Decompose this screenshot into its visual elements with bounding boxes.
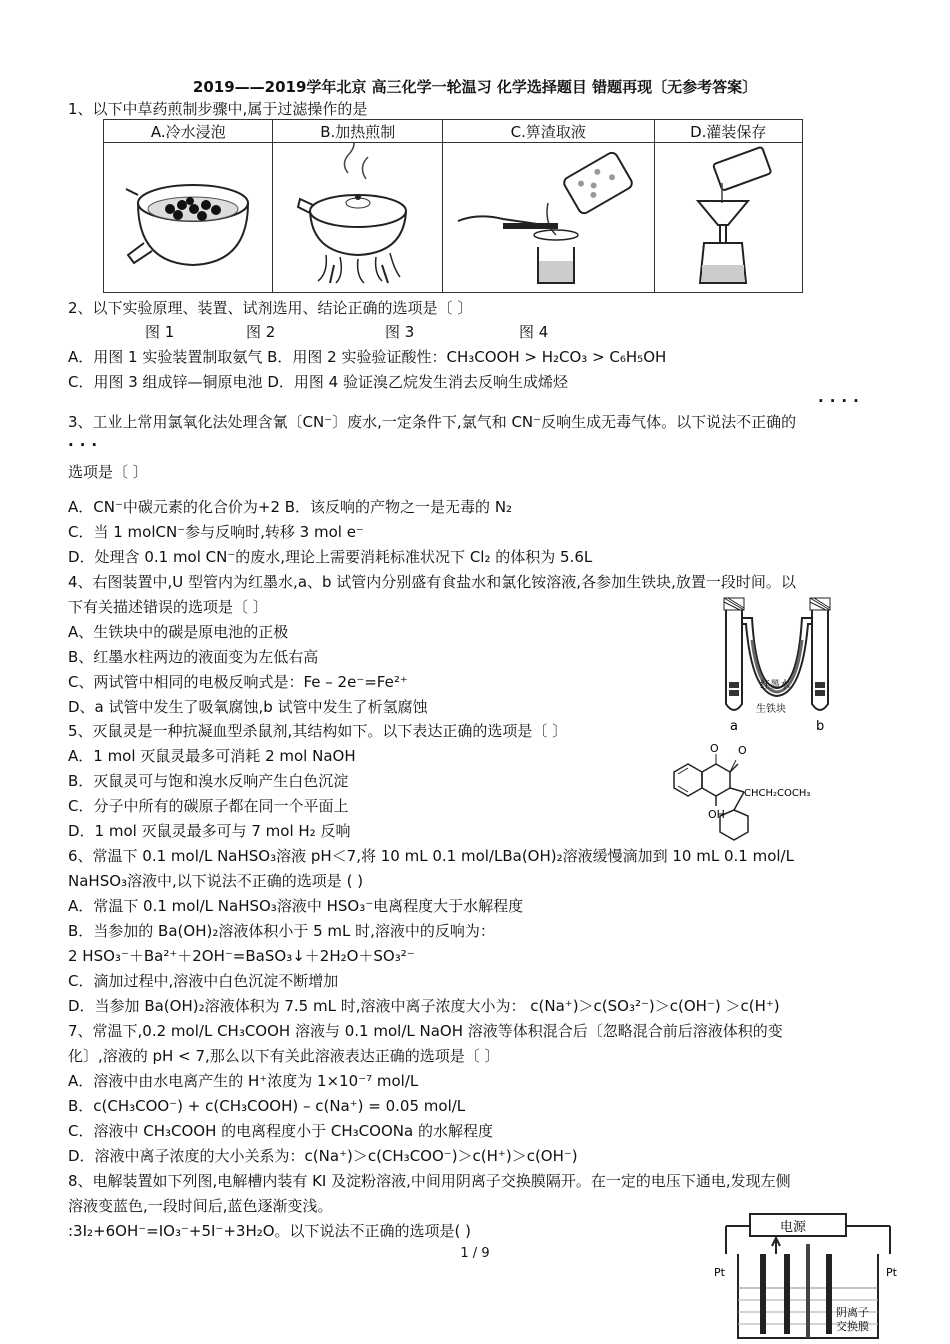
- document-title: 2019——2019学年北京 高三化学一轮温习 化学选择题目 错题再现〔无参考答案〕: [192, 78, 758, 96]
- q6-option-d: D．当参加 Ba(OH)₂溶液体积为 7.5 mL 时,溶液中离子浓度大小为： c(Na⁺)＞c(SO₃²⁻)＞c(OH⁻) ＞c(H⁺): [68, 997, 780, 1015]
- q5-option-c: C．分子中所有的碳原子都在同一个平面上: [68, 797, 349, 815]
- q7-stem: 7、常温下,0.2 mol/L CH₃COOH 溶液与 0.1 mol/L NaOH 溶液等体积混合后〔忽略混合前后溶液体积的变: [68, 1022, 783, 1040]
- q1-image-filter: [442, 143, 654, 293]
- pt-left-label: Pt: [714, 1266, 725, 1279]
- q2-option-ab: A．用图 1 实验装置制取氨气 B．用图 2 实验验证酸性：CH₃COOH > H₂CO₃ > C₆H₅OH: [68, 348, 667, 366]
- red-ink-label: 红墨水: [760, 680, 790, 691]
- side-chain-label: CHCH₂COCH₃: [744, 788, 811, 799]
- q1-option-a: A.冷水浸泡: [104, 120, 273, 143]
- q4-option-d: D、a 试管中发生了吸氧腐蚀,b 试管中发生了析氢腐蚀: [68, 698, 428, 716]
- hydroxyl-label: OH: [708, 808, 725, 821]
- q7-option-d: D．溶液中离子浓度的大小关系为：c(Na⁺)＞c(CH₃COO⁻)＞c(H⁺)＞c(OH⁻): [68, 1147, 578, 1165]
- q1-stem: 1、以下中草药煎制步骤中,属于过滤操作的是: [68, 100, 368, 118]
- filter-illustration: [448, 143, 648, 288]
- q2-fig3-label: 图 3: [385, 323, 415, 341]
- q1-option-b: B.加热煎制: [273, 120, 442, 143]
- power-source-label: 电源: [780, 1220, 807, 1235]
- emphasis-dots: ···: [68, 436, 104, 454]
- q6-option-c: C．滴加过程中,溶液中白色沉淀不断增加: [68, 972, 339, 990]
- q5-option-d: D．1 mol 灭鼠灵最多可与 7 mol H₂ 反响: [68, 822, 351, 840]
- q7-option-b: B．c(CH₃COO⁻) + c(CH₃COOH) – c(Na⁺) = 0.05 mol/L: [68, 1097, 466, 1115]
- carbonyl-oxygen-label: O: [738, 744, 747, 757]
- pt-right-label: Pt: [886, 1266, 897, 1279]
- coumarin-structure: [664, 740, 814, 844]
- page-number: 1 / 9: [460, 1246, 490, 1261]
- q6-option-b: B．当参加的 Ba(OH)₂溶液体积小于 5 mL 时,溶液中的反响为：: [68, 922, 495, 940]
- q1-option-d: D.灌装保存: [654, 120, 802, 143]
- bottle-funnel-illustration: [658, 143, 798, 288]
- q2-option-cd: C．用图 3 组成锌—铜原电池 D．用图 4 验证溴乙烷发生消去反响生成烯烃: [68, 373, 568, 391]
- tube-a-label: a: [730, 719, 738, 734]
- q7-option-a: A．溶液中由水电离产生的 H⁺浓度为 1×10⁻⁷ mol/L: [68, 1072, 419, 1090]
- emphasis-dots: ····: [818, 392, 865, 410]
- q1-image-soak: [104, 143, 273, 293]
- iron-block-label: 生铁块: [756, 704, 786, 715]
- q1-image-heat: [273, 143, 442, 293]
- q3-stem: 3、工业上常用氯氧化法处理含氰〔CN⁻〕废水,一定条件下,氯气和 CN⁻反响生成无毒气体。以下说法不正确的: [68, 413, 797, 431]
- q6-stem-2: NaHSO₃溶液中,以下说法不正确的选项是 ( ): [68, 872, 364, 890]
- q6-option-a: A．常温下 0.1 mol/L NaHSO₃溶液中 HSO₃⁻电离程度大于水解程度: [68, 897, 524, 915]
- q2-fig1-label: 图 1: [145, 323, 175, 341]
- electrolysis-figure: [714, 1210, 914, 1340]
- q1-options-table: [103, 119, 803, 293]
- membrane-label-1: 阴离子: [836, 1306, 869, 1319]
- q7-stem-2: 化〕,溶液的 pH < 7,那么以下有关此溶液表达正确的选项是〔 〕: [68, 1047, 500, 1065]
- q2-fig2-label: 图 2: [246, 323, 276, 341]
- q1-image-bottle: [654, 143, 802, 293]
- q5-stem: 5、灭鼠灵是一种抗凝血型杀鼠剂,其结构如下。以下表达正确的选项是〔 〕: [68, 722, 568, 740]
- q6-option-b-equation: 2 HSO₃⁻＋Ba²⁺＋2OH⁻=BaSO₃↓＋2H₂O＋SO₃²⁻: [68, 947, 415, 965]
- q3-option-c: C．当 1 molCN⁻参与反响时,转移 3 mol e⁻: [68, 523, 364, 541]
- q3-stem-2: 选项是〔 〕: [68, 463, 148, 481]
- q2-stem: 2、以下实验原理、装置、试剂选用、结论正确的选项是〔 〕: [68, 299, 473, 317]
- q5-option-b: B．灭鼠灵可与饱和溴水反响产生白色沉淀: [68, 772, 349, 790]
- tube-b-label: b: [816, 719, 825, 734]
- q4-option-b: B、红墨水柱两边的液面变为左低右高: [68, 648, 319, 666]
- u-tube-figure: [712, 596, 842, 734]
- q4-option-a: A、生铁块中的碳是原电池的正极: [68, 623, 289, 641]
- q8-stem: 8、电解装置如下列图,电解槽内装有 KI 及淀粉溶液,中间用阴离子交换膜隔开。在一定的电压下通电,发现左侧: [68, 1172, 791, 1190]
- q4-stem-2: 下有关描述错误的选项是〔 〕: [68, 598, 268, 616]
- q2-fig4-label: 图 4: [519, 323, 549, 341]
- q6-stem: 6、常温下 0.1 mol/L NaHSO₃溶液 pH＜7,将 10 mL 0.1 mol/LBa(OH)₂溶液缓慢滴加到 10 mL 0.1 mol/L: [68, 847, 794, 865]
- q5-option-a: A．1 mol 灭鼠灵最多可消耗 2 mol NaOH: [68, 747, 356, 765]
- q4-option-c: C、两试管中相同的电极反响式是：Fe – 2e⁻=Fe²⁺: [68, 673, 408, 691]
- q1-option-c: C.箅渣取液: [442, 120, 654, 143]
- membrane-label-2: 交换膜: [836, 1320, 869, 1333]
- soak-pot-illustration: [108, 143, 268, 288]
- q7-option-c: C．溶液中 CH₃COOH 的电离程度小于 CH₃COONa 的水解程度: [68, 1122, 493, 1140]
- ring-oxygen-label: O: [710, 742, 719, 755]
- q3-option-ab: A．CN⁻中碳元素的化合价为+2 B．该反响的产物之一是无毒的 N₂: [68, 498, 513, 516]
- q4-stem: 4、右图装置中,U 型管内为红墨水,a、b 试管内分别盛有食盐水和氯化铵溶液,各参加生铁块,放置一段时间。以: [68, 573, 796, 591]
- q8-stem-2: 溶液变蓝色,一段时间后,蓝色逐渐变浅。: [68, 1197, 333, 1215]
- q3-option-d: D．处理含 0.1 mol CN⁻的废水,理论上需要消耗标准状况下 Cl₂ 的体积为 5.6L: [68, 548, 593, 566]
- heating-pot-illustration: [278, 143, 438, 288]
- q8-stem-3: :3I₂+6OH⁻=IO₃⁻+5I⁻+3H₂O。以下说法不正确的选项是( ): [68, 1222, 472, 1240]
